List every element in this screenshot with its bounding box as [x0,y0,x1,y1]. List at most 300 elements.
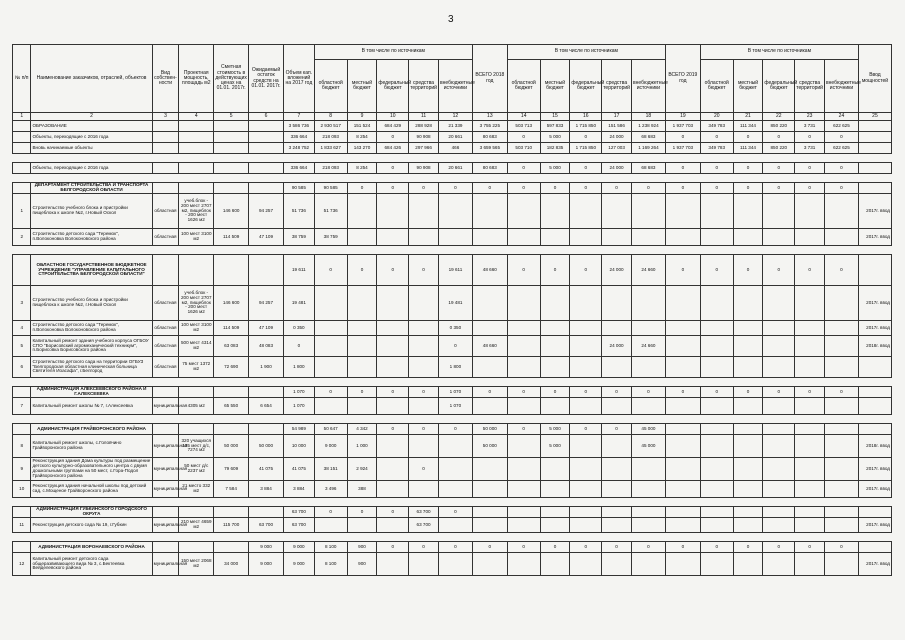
value-cell [540,398,570,415]
budget-table [12,44,892,576]
value-cell: 0 [700,163,733,174]
value-cell: 90 585 [283,183,314,194]
column-number: 10 [377,113,409,121]
value-cell [795,286,825,321]
value-cell [665,553,700,576]
value-cell [347,286,377,321]
value-cell: 0 [824,132,858,143]
value-cell [824,507,858,518]
value-cell: 0 [733,132,763,143]
value-cell [540,518,570,533]
value-cell [438,481,472,498]
ownership-cell: муниципальная [152,481,179,498]
row-number-cell: 8 [13,435,31,458]
value-cell [409,286,439,321]
section-row [13,183,892,194]
value-cell [700,321,733,336]
value-cell [314,518,347,533]
row-name-cell: Строительство детского сада на территории ОГБУЗ "Белгородская областная клиническая больница Святителя Иоасафа", г.Белгород [31,357,152,378]
value-cell [347,398,377,415]
value-cell [472,321,507,336]
row-number-cell: 10 [13,481,31,498]
total-row [13,132,892,143]
value-cell: 63 700 [409,518,439,533]
value-cell: 51 736 [283,194,314,229]
value-cell [733,321,763,336]
ownership-cell [152,121,179,132]
value-cell [540,553,570,576]
commissioning-cell [858,132,891,143]
column-number: 18 [631,113,665,121]
value-cell [763,286,795,321]
value-cell [700,357,733,378]
value-cell: 0 [409,542,439,553]
value-cell [824,518,858,533]
value-cell: 94 257 [249,286,284,321]
value-cell: 8 100 [314,553,347,576]
col-header-source: внебюджетные источники [824,60,858,113]
value-cell: 597 833 [540,121,570,132]
value-cell: 0 [824,255,858,286]
value-cell [438,518,472,533]
row-name-cell: Капитальный ремонт школы, с.Головчино Грайворонского района [31,435,152,458]
commissioning-cell: 2017г. ввод [858,229,891,246]
value-cell: 0 [733,387,763,398]
row-number-cell [13,163,31,174]
value-cell [377,286,409,321]
commissioning-cell [858,183,891,194]
value-cell: 2 930 517 [314,121,347,132]
value-cell [665,424,700,435]
value-cell [700,229,733,246]
value-cell [700,424,733,435]
capacity-cell: 150 мест 2068 м2 [179,553,214,576]
value-cell: 146 600 [214,194,249,229]
value-cell [438,229,472,246]
row-name-cell: Реконструкция здания Дома культуры под размещение детского культурно-образовательного центра с двумя дошкольными группами на 50 мест, с.Гора-Подол Грайворонского района [31,458,152,481]
column-number: 24 [824,113,858,121]
value-cell: 0 [665,255,700,286]
value-cell [631,321,665,336]
row-number-cell [13,183,31,194]
value-cell: 146 600 [214,286,249,321]
value-cell [602,229,632,246]
value-cell: 24 000 [602,336,632,357]
value-cell: 5 000 [540,435,570,458]
value-cell: 21 339 [438,121,472,132]
value-cell [824,321,858,336]
ownership-cell: областная [152,357,179,378]
value-cell: 0 [763,183,795,194]
column-number: 21 [733,113,763,121]
ownership-cell [152,387,179,398]
value-cell [631,229,665,246]
capacity-cell [179,542,214,553]
ownership-cell [152,143,179,154]
ownership-cell: муниципальная [152,435,179,458]
value-cell [377,229,409,246]
value-cell [602,357,632,378]
column-number: 13 [472,113,507,121]
value-cell [733,553,763,576]
value-cell: 8 254 [347,132,377,143]
value-cell [631,286,665,321]
value-cell: 1 169 264 [631,143,665,154]
value-cell [602,553,632,576]
column-number: 17 [602,113,632,121]
capacity-cell: 75 мест 1372 м2 [179,357,214,378]
value-cell [249,121,284,132]
value-cell: 143 270 [347,143,377,154]
row-number-cell: 12 [13,553,31,576]
value-cell: 900 [347,553,377,576]
value-cell [540,458,570,481]
col-header-source: областной бюджет [507,60,540,113]
value-cell: 349 783 [700,143,733,154]
value-cell [602,398,632,415]
value-cell: 0 [665,542,700,553]
value-cell: 0 [795,255,825,286]
row-number-cell [13,507,31,518]
value-cell [631,194,665,229]
value-cell: 50 647 [314,424,347,435]
value-cell [214,542,249,553]
value-cell [409,336,439,357]
col-header-source: федеральный бюджет [377,60,409,113]
capacity-cell [179,121,214,132]
spacer-row [13,533,892,542]
value-cell: 0 [507,132,540,143]
value-cell: 0 [631,183,665,194]
value-cell [507,321,540,336]
value-cell: 47 109 [249,229,284,246]
value-cell [763,481,795,498]
value-cell: 0 [570,542,602,553]
spacer-cell [13,174,892,183]
row-number-cell: 2 [13,229,31,246]
value-cell [347,357,377,378]
value-cell: 3 755 225 [472,121,507,132]
value-cell [763,458,795,481]
value-cell: 0 350 [438,321,472,336]
commissioning-cell [858,398,891,415]
value-cell: 622 625 [824,121,858,132]
value-cell: 115 700 [214,518,249,533]
ownership-cell [152,132,179,143]
value-cell [700,398,733,415]
value-cell: 1 070 [283,387,314,398]
ownership-cell [152,507,179,518]
row-name-cell: АДМИНИСТРАЦИЯ АЛЕКСЕЕВСКОГО РАЙОНА И Г.АЛЕКСЕЕВКА [31,387,152,398]
capacity-cell: 4305 м2 [179,398,214,415]
value-cell: 0 [507,424,540,435]
value-cell [795,458,825,481]
value-cell: 0 [347,507,377,518]
value-cell: 0 [507,163,540,174]
value-cell [602,321,632,336]
value-cell [602,507,632,518]
spacer-row [13,246,892,255]
value-cell [570,398,602,415]
value-cell [314,336,347,357]
col-header-num: № п/п [13,45,31,113]
value-cell [570,458,602,481]
commissioning-cell [858,542,891,553]
value-cell [377,553,409,576]
value-cell: 3 884 [249,481,284,498]
value-cell: 48 660 [472,255,507,286]
col-header-capacity: Проектная мощность, площадь м2 [179,45,214,113]
value-cell: 9 000 [314,435,347,458]
value-cell: 684 426 [377,143,409,154]
commissioning-cell: 2017г. ввод [858,553,891,576]
value-cell: 0 [377,424,409,435]
value-cell: 1 070 [283,398,314,415]
col-header-estimate: Сметная стоимость в действующих ценах на 01.01. 2017г. [214,45,249,113]
value-cell: 94 257 [249,194,284,229]
column-number: 20 [700,113,733,121]
commissioning-cell: 2017г. ввод [858,458,891,481]
value-cell: 0 [733,255,763,286]
row-name-cell: Строительство детского сада "Теремок", п.Волоконовка Волоконовского района [31,321,152,336]
value-cell [795,398,825,415]
value-cell: 0 [795,387,825,398]
row-number-cell: 5 [13,336,31,357]
value-cell [700,507,733,518]
value-cell [700,553,733,576]
value-cell [795,518,825,533]
capacity-cell [179,255,214,286]
value-cell: 0 [438,183,472,194]
value-cell [314,321,347,336]
value-cell: 1 000 [347,435,377,458]
spacer-cell [13,415,892,424]
row-name-cell: Строительство учебного блока и пристройки пищеблока к школе №2, г.Новый Оскол [31,286,152,321]
commissioning-cell [858,163,891,174]
value-cell: 0 [507,542,540,553]
value-cell [665,481,700,498]
value-cell [409,398,439,415]
value-cell [438,435,472,458]
value-cell: 1 833 627 [314,143,347,154]
column-number: 2 [31,113,152,121]
value-cell [824,424,858,435]
value-cell: 0 [665,387,700,398]
value-cell: 90 585 [314,183,347,194]
value-cell: 0 [540,387,570,398]
value-cell: 850 220 [763,121,795,132]
value-cell [631,458,665,481]
value-cell [665,321,700,336]
value-cell: 24 660 [631,336,665,357]
value-cell: 0 [602,424,632,435]
value-cell [438,458,472,481]
value-cell: 0 [570,255,602,286]
capacity-cell: учеб.блок - 200 мест 2707 м2, пищеблок - 200 мест 1626 м2 [179,194,214,229]
value-cell: 50 000 [472,435,507,458]
commissioning-cell [858,387,891,398]
value-cell: 850 220 [763,143,795,154]
value-cell [824,194,858,229]
capacity-cell: 21 место 332 м2 [179,481,214,498]
value-cell: 0 [602,542,632,553]
value-cell: 0 [570,387,602,398]
value-cell [700,286,733,321]
column-number: 8 [314,113,347,121]
row-name-cell: Реконструкция здания начальной школы под детский сад, с.Мощеное Грайворонского района [31,481,152,498]
col-header-source: средства территорий [409,60,439,113]
value-cell: 24 660 [631,255,665,286]
section-row [13,542,892,553]
value-cell: 50 000 [214,435,249,458]
value-cell: 1 715 850 [570,121,602,132]
value-cell: 7 584 [214,481,249,498]
value-cell [377,336,409,357]
table-row [13,553,892,576]
total-row [13,163,892,174]
value-cell: 684 429 [377,121,409,132]
value-cell: 0 [700,132,733,143]
value-cell [602,286,632,321]
value-cell [763,553,795,576]
value-cell: 45 000 [631,435,665,458]
value-cell: 114 509 [214,229,249,246]
value-cell: 0 [377,542,409,553]
value-cell [540,286,570,321]
value-cell: 151 586 [602,121,632,132]
capacity-cell: 210 мест 4659 м2 [179,518,214,533]
value-cell: 0 350 [283,321,314,336]
col-header-source: средства территорий [795,60,825,113]
value-cell [249,132,284,143]
value-cell: 63 083 [214,336,249,357]
value-cell [763,398,795,415]
value-cell [602,518,632,533]
col-header-source: федеральный бюджет [570,60,602,113]
value-cell: 0 [763,255,795,286]
value-cell: 0 [631,542,665,553]
value-cell [795,435,825,458]
value-cell: 20 661 [438,132,472,143]
col-header-volume-2017: Объем кап. вложений на 2017 год [283,45,314,113]
value-cell: 9 000 [249,542,284,553]
value-cell [824,357,858,378]
value-cell [700,194,733,229]
row-name-cell: Строительство детского сада "Теремок", п.Волоконовка Волоконовского района [31,229,152,246]
value-cell [347,194,377,229]
value-cell: 0 [733,542,763,553]
value-cell [409,435,439,458]
value-cell [214,132,249,143]
row-name-cell: ДЕПАРТАМЕНТ СТРОИТЕЛЬСТВА И ТРАНСПОРТА БЕЛГОРОДСКОЙ ОБЛАСТИ [31,183,152,194]
value-cell [314,357,347,378]
value-cell: 127 003 [602,143,632,154]
spacer-cell [13,154,892,163]
value-cell [763,507,795,518]
value-cell: 0 [570,424,602,435]
value-cell [507,507,540,518]
value-cell: 336 664 [283,132,314,143]
value-cell [472,553,507,576]
value-cell [570,518,602,533]
value-cell: 0 [824,542,858,553]
column-number: 16 [570,113,602,121]
value-cell: 0 [540,183,570,194]
row-name-cell: АДМИНИСТРАЦИЯ ГРАЙВОРОНСКОГО РАЙОНА [31,424,152,435]
value-cell: 900 [347,542,377,553]
value-cell: 9 000 [249,553,284,576]
column-number: 11 [409,113,439,121]
value-cell: 0 [763,542,795,553]
capacity-cell: 100 мест 3100 м2 [179,321,214,336]
value-cell [347,321,377,336]
table-row [13,357,892,378]
value-cell [409,194,439,229]
capacity-cell [179,163,214,174]
value-cell [631,481,665,498]
value-cell [540,194,570,229]
value-cell [665,435,700,458]
value-cell [249,255,284,286]
value-cell: 388 [347,481,377,498]
value-cell: 0 [665,132,700,143]
value-cell [570,435,602,458]
value-cell [472,458,507,481]
value-cell: 0 [824,387,858,398]
spacer-cell [13,246,892,255]
value-cell [214,121,249,132]
value-cell [570,481,602,498]
value-cell: 50 000 [472,424,507,435]
value-cell: 0 [795,542,825,553]
value-cell [507,286,540,321]
value-cell: 0 [570,183,602,194]
table-row [13,435,892,458]
commissioning-cell [858,357,891,378]
value-cell [540,321,570,336]
column-number: 5 [214,113,249,121]
value-cell [472,507,507,518]
value-cell: 10 000 [283,435,314,458]
table-row [13,286,892,321]
value-cell [507,553,540,576]
row-name-cell: Капитальный ремонт здания учебного корпуса ОГБОУ СПО "Борисовский агромеханический техникум", п.Борисовка Борисовского района [31,336,152,357]
col-header-source: федеральный бюджет [763,60,795,113]
spacer-row [13,174,892,183]
value-cell [540,507,570,518]
ownership-cell: муниципальная [152,553,179,576]
col-header-source: местный бюджет [347,60,377,113]
value-cell: 0 [665,163,700,174]
value-cell: 0 [570,132,602,143]
value-cell: 19 481 [438,286,472,321]
value-cell [795,553,825,576]
ownership-cell: муниципальная [152,458,179,481]
row-number-cell [13,143,31,154]
table-row [13,398,892,415]
section-row [13,424,892,435]
value-cell: 41 075 [283,458,314,481]
ownership-cell: муниципальная [152,518,179,533]
col-header-ownership: Вид собствен-ности [152,45,179,113]
column-number: 9 [347,113,377,121]
value-cell: 3 884 [283,481,314,498]
value-cell: 1 900 [249,357,284,378]
value-cell: 0 [824,183,858,194]
value-cell [472,357,507,378]
col-header-source: внебюджетные источники [438,60,472,113]
col-header-total-2018: ВСЕГО 2018 год [472,45,507,113]
